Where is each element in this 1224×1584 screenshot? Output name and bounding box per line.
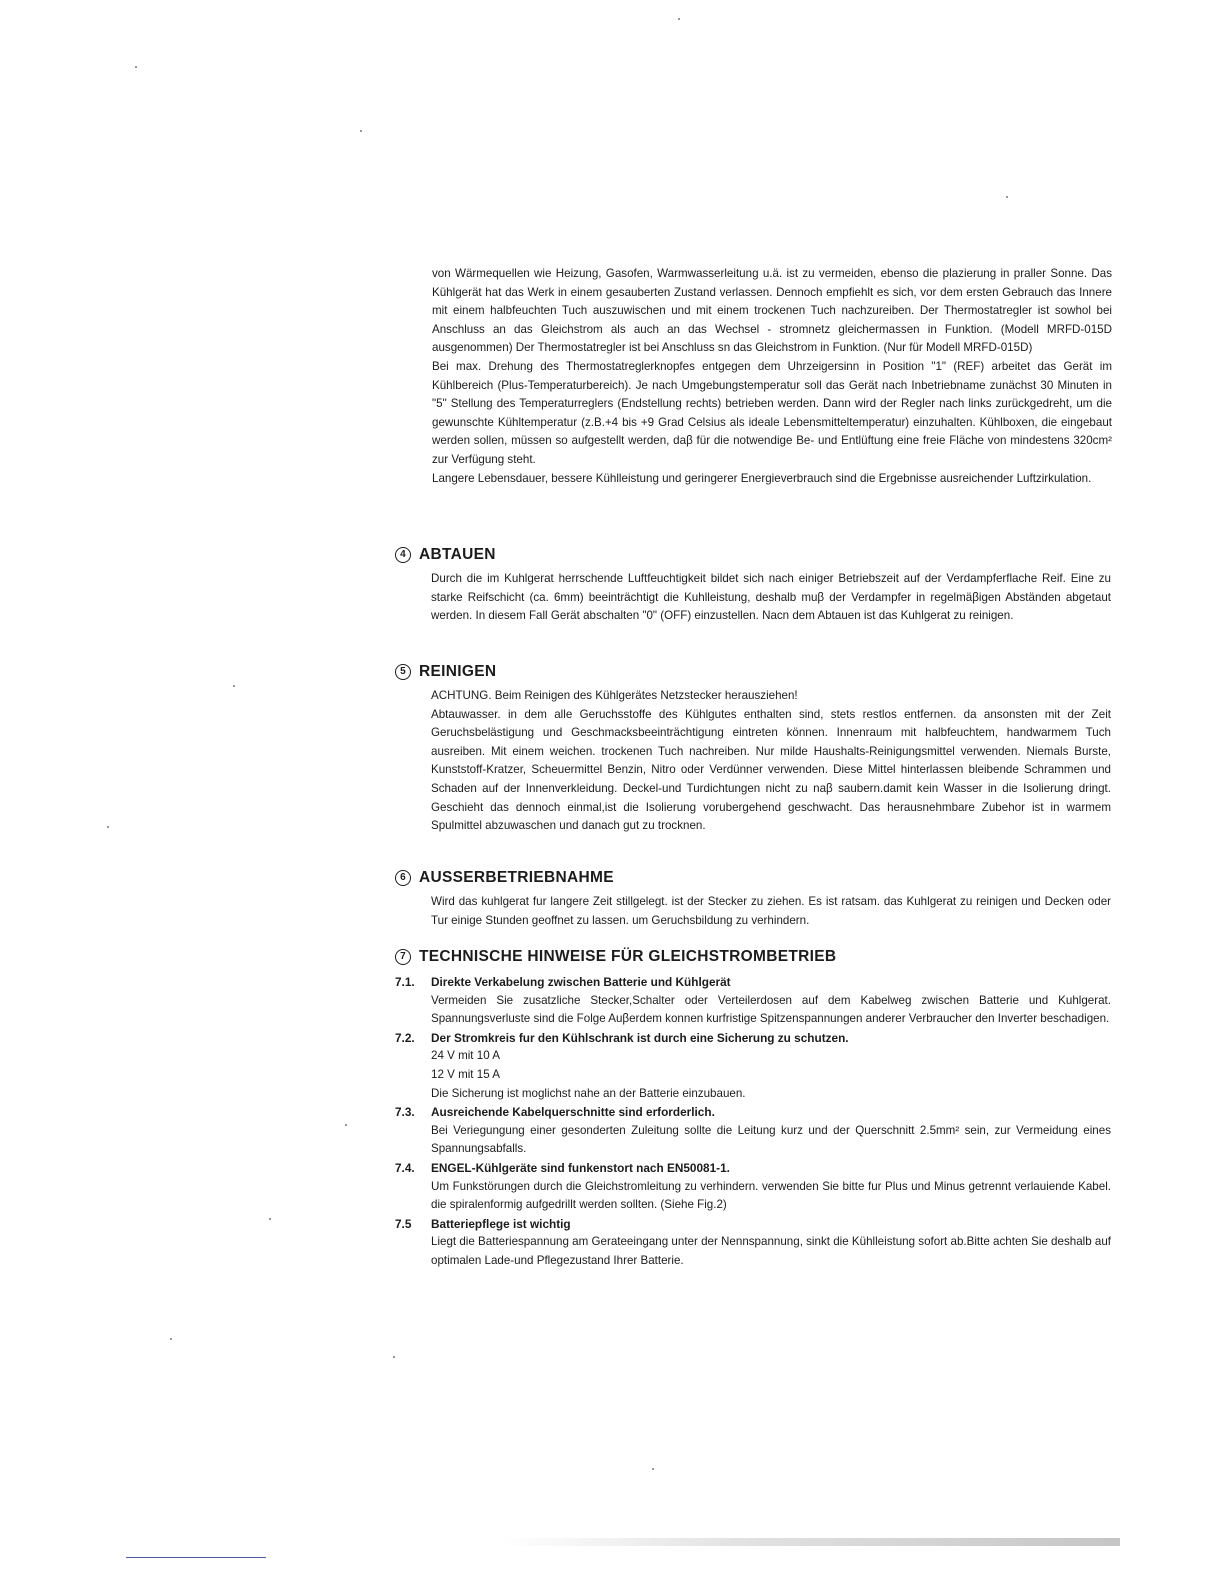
scan-speck xyxy=(233,685,235,687)
warning-text: ACHTUNG. Beim Reinigen des Kühlgerätes Netzstecker herausziehen! xyxy=(431,689,798,702)
section-heading xyxy=(395,662,1111,682)
section-body xyxy=(431,893,1111,930)
scan-speck xyxy=(360,130,362,132)
subsection-title: Der Stromkreis fur den Kühlschrank ist durch eine Sicherung zu schutzen. xyxy=(431,1030,849,1045)
section-title: ABTAUEN xyxy=(419,546,496,563)
subsection-text: 12 V mit 15 A xyxy=(431,1067,500,1081)
section-text: Durch die im Kuhlgerat herrschende Luftfeuchtigkeit bildet sich nach einiger Betriebszeit auf der Verdampferflache Reif. Eine zu starke Reifschicht (ca. 6mm) beeinträchtigt die Kuhlleistung, deshalb muβ der Verdampfer in regelmäβigen Abständen abgetaut werden. In diesem Fall Gerät abschalten "0" (OFF) einzustellen. Nacn dem Abtauen ist das Kuhlgerat zu reinigen. xyxy=(431,572,1111,623)
subsection-title: Ausreichende Kabelquerschnitte sind erforderlich. xyxy=(431,1105,715,1120)
section-number: 7 xyxy=(395,949,411,965)
scan-speck xyxy=(107,826,109,828)
subsection xyxy=(395,1159,1111,1215)
subsection-number: 7.4. xyxy=(395,1160,415,1175)
subsection-title: ENGEL-Kühlgeräte sind funkenstort nach EN50081-1. xyxy=(431,1160,730,1175)
scan-speck xyxy=(269,1218,271,1220)
section-heading xyxy=(395,545,1111,565)
subsection-text: 24 V mit 10 A xyxy=(431,1049,500,1063)
subsection-number: 7.3. xyxy=(395,1105,415,1120)
section-abtauen xyxy=(395,545,1111,626)
subsection-text: Bei Veriegungung einer gesonderten Zuleitung sollte die Leitung kurz und der Querschnitt 2.5mm² sein, zur Vermeidung eines Spannungsabfalls. xyxy=(431,1123,1111,1156)
subsection-list xyxy=(395,973,1111,1271)
scan-speck xyxy=(170,1338,172,1340)
intro-paragraph: Bei max. Drehung des Thermostatreglerknopfes entgegen dem Uhrzeigersinn in Position "1" (REF) arbeitet das Gerät im Kühlbereich (Plus-Temperaturbereich). Je nach Umgebungstemperatur soll das Gerät nach Inbetriebname zunächst 30 Minuten in "5" Stellung des Temperaturreglers (Endstellung rechts) betrieben werden. Dann wird der Regler nach links zurückgedreht, um die gewunschte Kühltemperatur (z.B.+4 bis +9 Grad Celsius als ideale Lebensmitteltemperatur) einzuhalten. Kühlboxen, die eingebaut werden sollen, müssen so aufgestellt werden, daβ für die notwendige Be- und Entlüftung eine freie Fläche von mindestens 320cm² zur Verfügung steht. xyxy=(432,359,1112,466)
section-title: TECHNISCHE HINWEISE FÜR GLEICHSTROMBETRIEB xyxy=(419,948,837,965)
section-title: AUSSERBETRIEBNAHME xyxy=(419,869,614,886)
scan-speck xyxy=(393,1356,395,1358)
section-body xyxy=(431,687,1111,836)
section-text: Abtauwasser. in dem alle Geruchsstoffe des Kühlgutes enthalten sind, stets restlos entfernen. da ansonsten mit der Zeit Geruchsbelästigung und Geschmacksbeeinträchtigung eintreten können. Innenraum mit halbfeuchtem, handwarmem Tuch ausreiben. Mit einem weichen. trockenen Tuch nachreiben. Nur milde Haushalts-Reinigungsmittel verwenden. Niemals Burste, Kunststoff-Kratzer, Scheuermittel Benzin, Nitro oder Verdünner verwenden. Diese Mittel hinterlassen bleibende Schrammen und Schaden auf der Innenverkleidung. Deckel-und Turdichtungen nicht zu naβ saubern.damit kein Wasser in die Isolierung dringt. Geschieht das dennoch einmal,ist die Isolierung vorubergehend geschwacht. Das herausnehmbare Zubehor ist in warmem Spulmittel abzuwaschen und danach gut zu trocknen. xyxy=(431,707,1111,833)
section-body xyxy=(431,570,1111,626)
section-reinigen xyxy=(395,662,1111,836)
subsection-text: Die Sicherung ist moglichst nahe an der Batterie einzubauen. xyxy=(431,1086,746,1100)
intro-block xyxy=(432,265,1112,488)
subsection-text: Liegt die Batteriespannung am Gerateeingang unter der Nennspannung, sinkt die Kühlleistung sofort ab.Bitte achten Sie deshalb auf optimalen Lade-und Pflegezustand Ihrer Batterie. xyxy=(431,1235,1111,1267)
section-title: REINIGEN xyxy=(419,663,497,680)
section-heading xyxy=(395,868,1111,888)
section-number: 6 xyxy=(395,870,411,886)
scan-speck xyxy=(1006,196,1008,198)
subsection xyxy=(395,973,1111,1029)
scan-speck xyxy=(135,66,137,68)
subsection-title: Direkte Verkabelung zwischen Batterie und Kühlgerät xyxy=(431,975,731,989)
footer-rule xyxy=(126,1557,266,1558)
intro-paragraph: von Wärmequellen wie Heizung, Gasofen, Warmwasserleitung u.ä. ist zu vermeiden, ebenso die plazierung in praller Sonne. Das Kühlgerät hat das Werk in einem gesauberten Zustand verlassen. Dennoch empfiehlt es sich, vor dem ersten Gebrauch das Innere mit einem halbfeuchten Tuch auszuwischen und mit einem trockenen Tuch nachzureiben. Der Thermostatregler ist sowhol bei Anschluss an das Gleichstrom als auch an das Wechsel - stromnetz gleichermassen in Funktion. (Modell MRFD-015D ausgenommen) Der Thermostatregler ist bei Anschluss sn das Gleichstrom in Funktion. (Nur für Modell MRFD-015D) xyxy=(432,267,1112,355)
scan-speck xyxy=(652,1468,654,1470)
section-ausserbetriebnahme xyxy=(395,868,1111,930)
subsection-number: 7.5 xyxy=(395,1216,412,1231)
subsection-text: Um Funkstörungen durch die Gleichstromleitung zu verhindern. verwenden Sie bitte fur Plus und Minus getrennt verlauiende Kabel. die spiralenformig aufgedrillt werden sollten. (Siehe Fig.2) xyxy=(431,1179,1111,1212)
subsection xyxy=(395,1103,1111,1159)
scan-speck xyxy=(678,18,680,20)
intro-paragraph: Langere Lebensdauer, bessere Kühlleistung und geringerer Energieverbrauch sind die Ergebnisse ausreichender Luftzirkulation. xyxy=(432,471,1092,485)
subsection-number: 7.1. xyxy=(395,975,415,989)
subsection-number: 7.2. xyxy=(395,1030,415,1045)
section-technik xyxy=(395,947,1111,1271)
subsection-title: Batteriepflege ist wichtig xyxy=(431,1216,571,1231)
section-heading xyxy=(395,947,1111,967)
section-number: 4 xyxy=(395,547,411,563)
section-text: Wird das kuhlgerat fur langere Zeit stillgelegt. ist der Stecker zu ziehen. Es ist ratsam. das Kuhlgerat zu reinigen und Decken oder Tur einige Stunden geoffnet zu lassen. um Geruchsbildung zu verhindern. xyxy=(431,895,1111,927)
scan-shadow xyxy=(500,1538,1120,1546)
subsection xyxy=(395,1029,1111,1103)
subsection-text: Vermeiden Sie zusatzliche Stecker,Schalter oder Verteilerdosen auf dem Kabelweg zwischen Batterie und Kuhlgerat. Spannungsverluste sind die Folge Auβerdem konnen kurfristige Spitzenspannungen anderer Verbraucher den Inverter beschadigen. xyxy=(431,993,1111,1026)
scan-speck xyxy=(345,1124,347,1126)
subsection xyxy=(395,1215,1111,1271)
section-number: 5 xyxy=(395,664,411,680)
